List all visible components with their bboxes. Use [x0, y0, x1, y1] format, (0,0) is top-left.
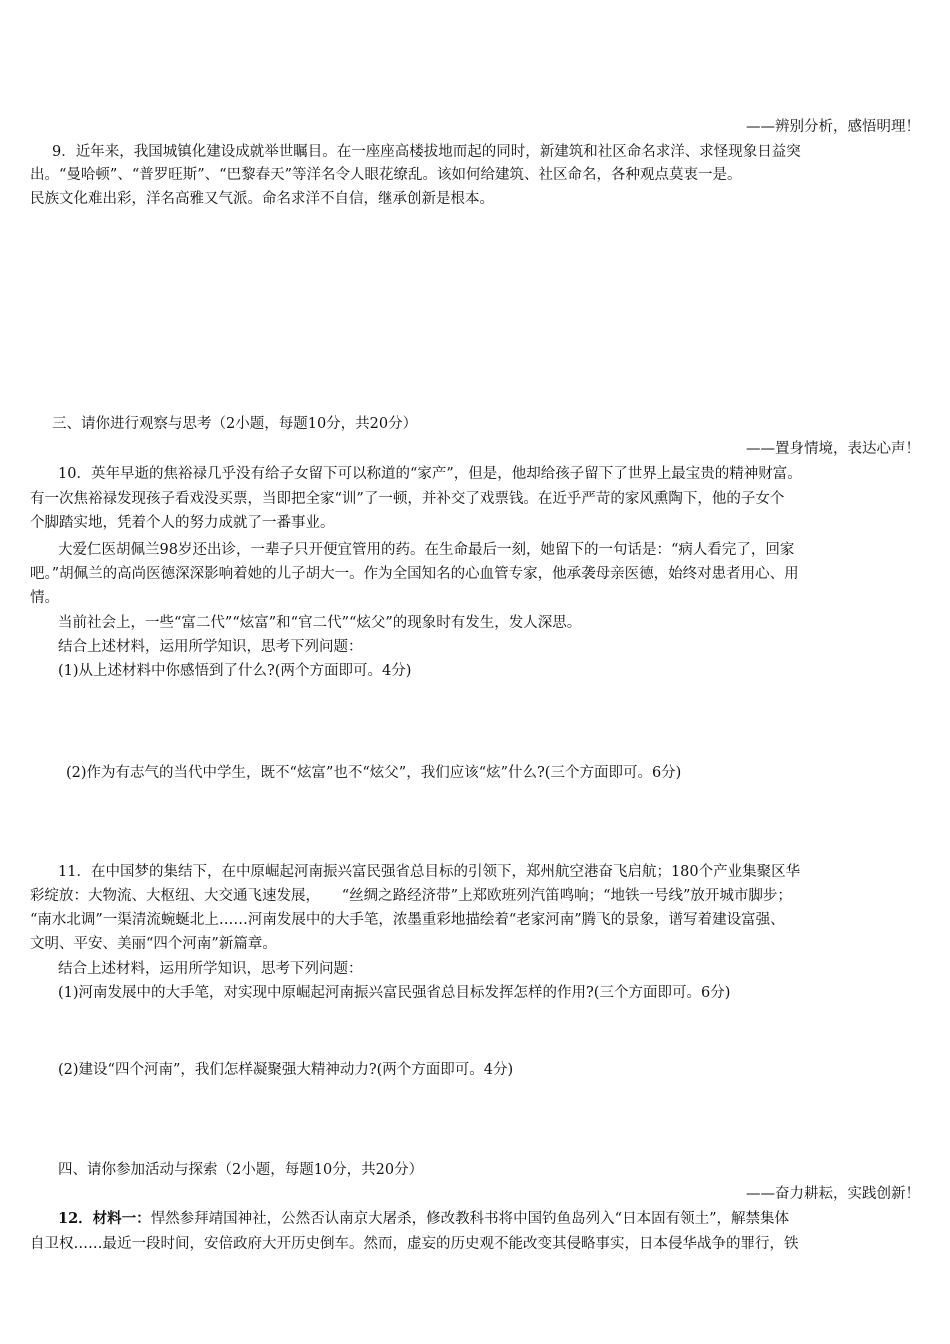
motto-1: ——辨别分析，感悟明理！	[746, 119, 920, 135]
question-10-line-3: 个脚踏实地，凭着个人的努力成就了一番事业。	[30, 515, 335, 531]
question-11-line-5: 结合上述材料，运用所学知识，思考下列问题：	[58, 961, 363, 977]
question-10-sub-1: (1)从上述材料中你感悟到了什么?(两个方面即可。4分)	[58, 663, 412, 679]
question-11-line-2: 彩绽放：大物流、大枢纽、大交通飞速发展， “丝绸之路经济带”上郑欧班列汽笛鸣响；“地铁一号线”放开城市脚步；	[30, 888, 792, 904]
question-11-line-4: 文明、平安、美丽“四个河南”新篇章。	[30, 936, 277, 952]
motto-2: ——置身情境，表达心声！	[746, 441, 920, 457]
section-4-heading: 四、请你参加活动与探索（2小题，每题10分，共20分）	[58, 1162, 424, 1178]
question-12-line-2: 自卫权……最近一段时间，安倍政府大开历史倒车。然而，虚妄的历史观不能改变其侵略事实，日本侵华战争的罪行，铁	[30, 1236, 799, 1252]
question-10-line-8: 结合上述材料，运用所学知识，思考下列问题：	[58, 639, 363, 655]
question-9-line-1: 9．近年来，我国城镇化建设成就举世瞩目。在一座座高楼拔地而起的同时，新建筑和社区命名求洋、求怪现象日益突	[52, 144, 801, 160]
question-9-line-2: 出。“曼哈顿”、“普罗旺斯”、“巴黎春天”等洋名令人眼花缭乱。该如何给建筑、社区命名，各种观点莫衷一是。	[30, 167, 742, 183]
question-12-label: 12．材料一：	[58, 1210, 151, 1227]
question-11-sub-2: (2)建设“四个河南”，我们怎样凝聚强大精神动力?(两个方面即可。4分)	[58, 1062, 514, 1078]
section-3-heading: 三、请你进行观察与思考（2小题，每题10分，共20分）	[52, 416, 418, 432]
question-11-sub-1: (1)河南发展中的大手笔，对实现中原崛起河南振兴富民强省总目标发挥怎样的作用?(三个方面即可。6分)	[58, 985, 731, 1001]
question-10-line-4: 大爱仁医胡佩兰98岁还出诊，一辈子只开便宜管用的药。在生命最后一刻，她留下的一句话是：“病人看完了，回家	[58, 542, 795, 558]
question-10-line-2: 有一次焦裕禄发现孩子看戏没买票，当即把全家“训”了一顿，并补交了戏票钱。在近乎严苛的家风熏陶下，他的子女个	[30, 491, 785, 507]
motto-3: ——奋力耕耘，实践创新！	[746, 1186, 920, 1202]
question-12-line-1	[58, 1208, 789, 1230]
question-10-line-6: 情。	[30, 590, 59, 606]
question-11-line-1: 11．在中国梦的集结下，在中原崛起河南振兴富民强省总目标的引领下，郑州航空港奋飞启航；180个产业集聚区华	[58, 864, 801, 880]
question-10-line-1: 10．英年早逝的焦裕禄几乎没有给子女留下可以称道的“家产”，但是，他却给孩子留下了世界上最宝贵的精神财富。	[58, 466, 802, 482]
question-11-line-3: “南水北调”一渠清流蜿蜒北上……河南发展中的大手笔，浓墨重彩地描绘着“老家河南”腾飞的景象，谱写着建设富强、	[30, 912, 785, 928]
question-10-sub-2: (2)作为有志气的当代中学生，既不“炫富”也不“炫父”，我们应该“炫”什么?(三个方面即可。6分)	[66, 765, 682, 781]
question-10-line-5: 吧。”胡佩兰的高尚医德深深影响着她的儿子胡大一。作为全国知名的心血管专家，他承袭母亲医德，始终对患者用心、用	[30, 566, 799, 582]
question-10-line-7: 当前社会上，一些“富二代”“炫富”和“官二代”“炫父”的现象时有发生，发人深思。	[58, 615, 582, 631]
question-9-line-3: 民族文化难出彩，洋名高雅又气派。命名求洋不自信，继承创新是根本。	[30, 191, 494, 207]
question-12-text-1: 悍然参拜靖国神社，公然否认南京大屠杀，修改教科书将中国钓鱼岛列入“日本固有领土”，解禁集体	[150, 1211, 790, 1227]
